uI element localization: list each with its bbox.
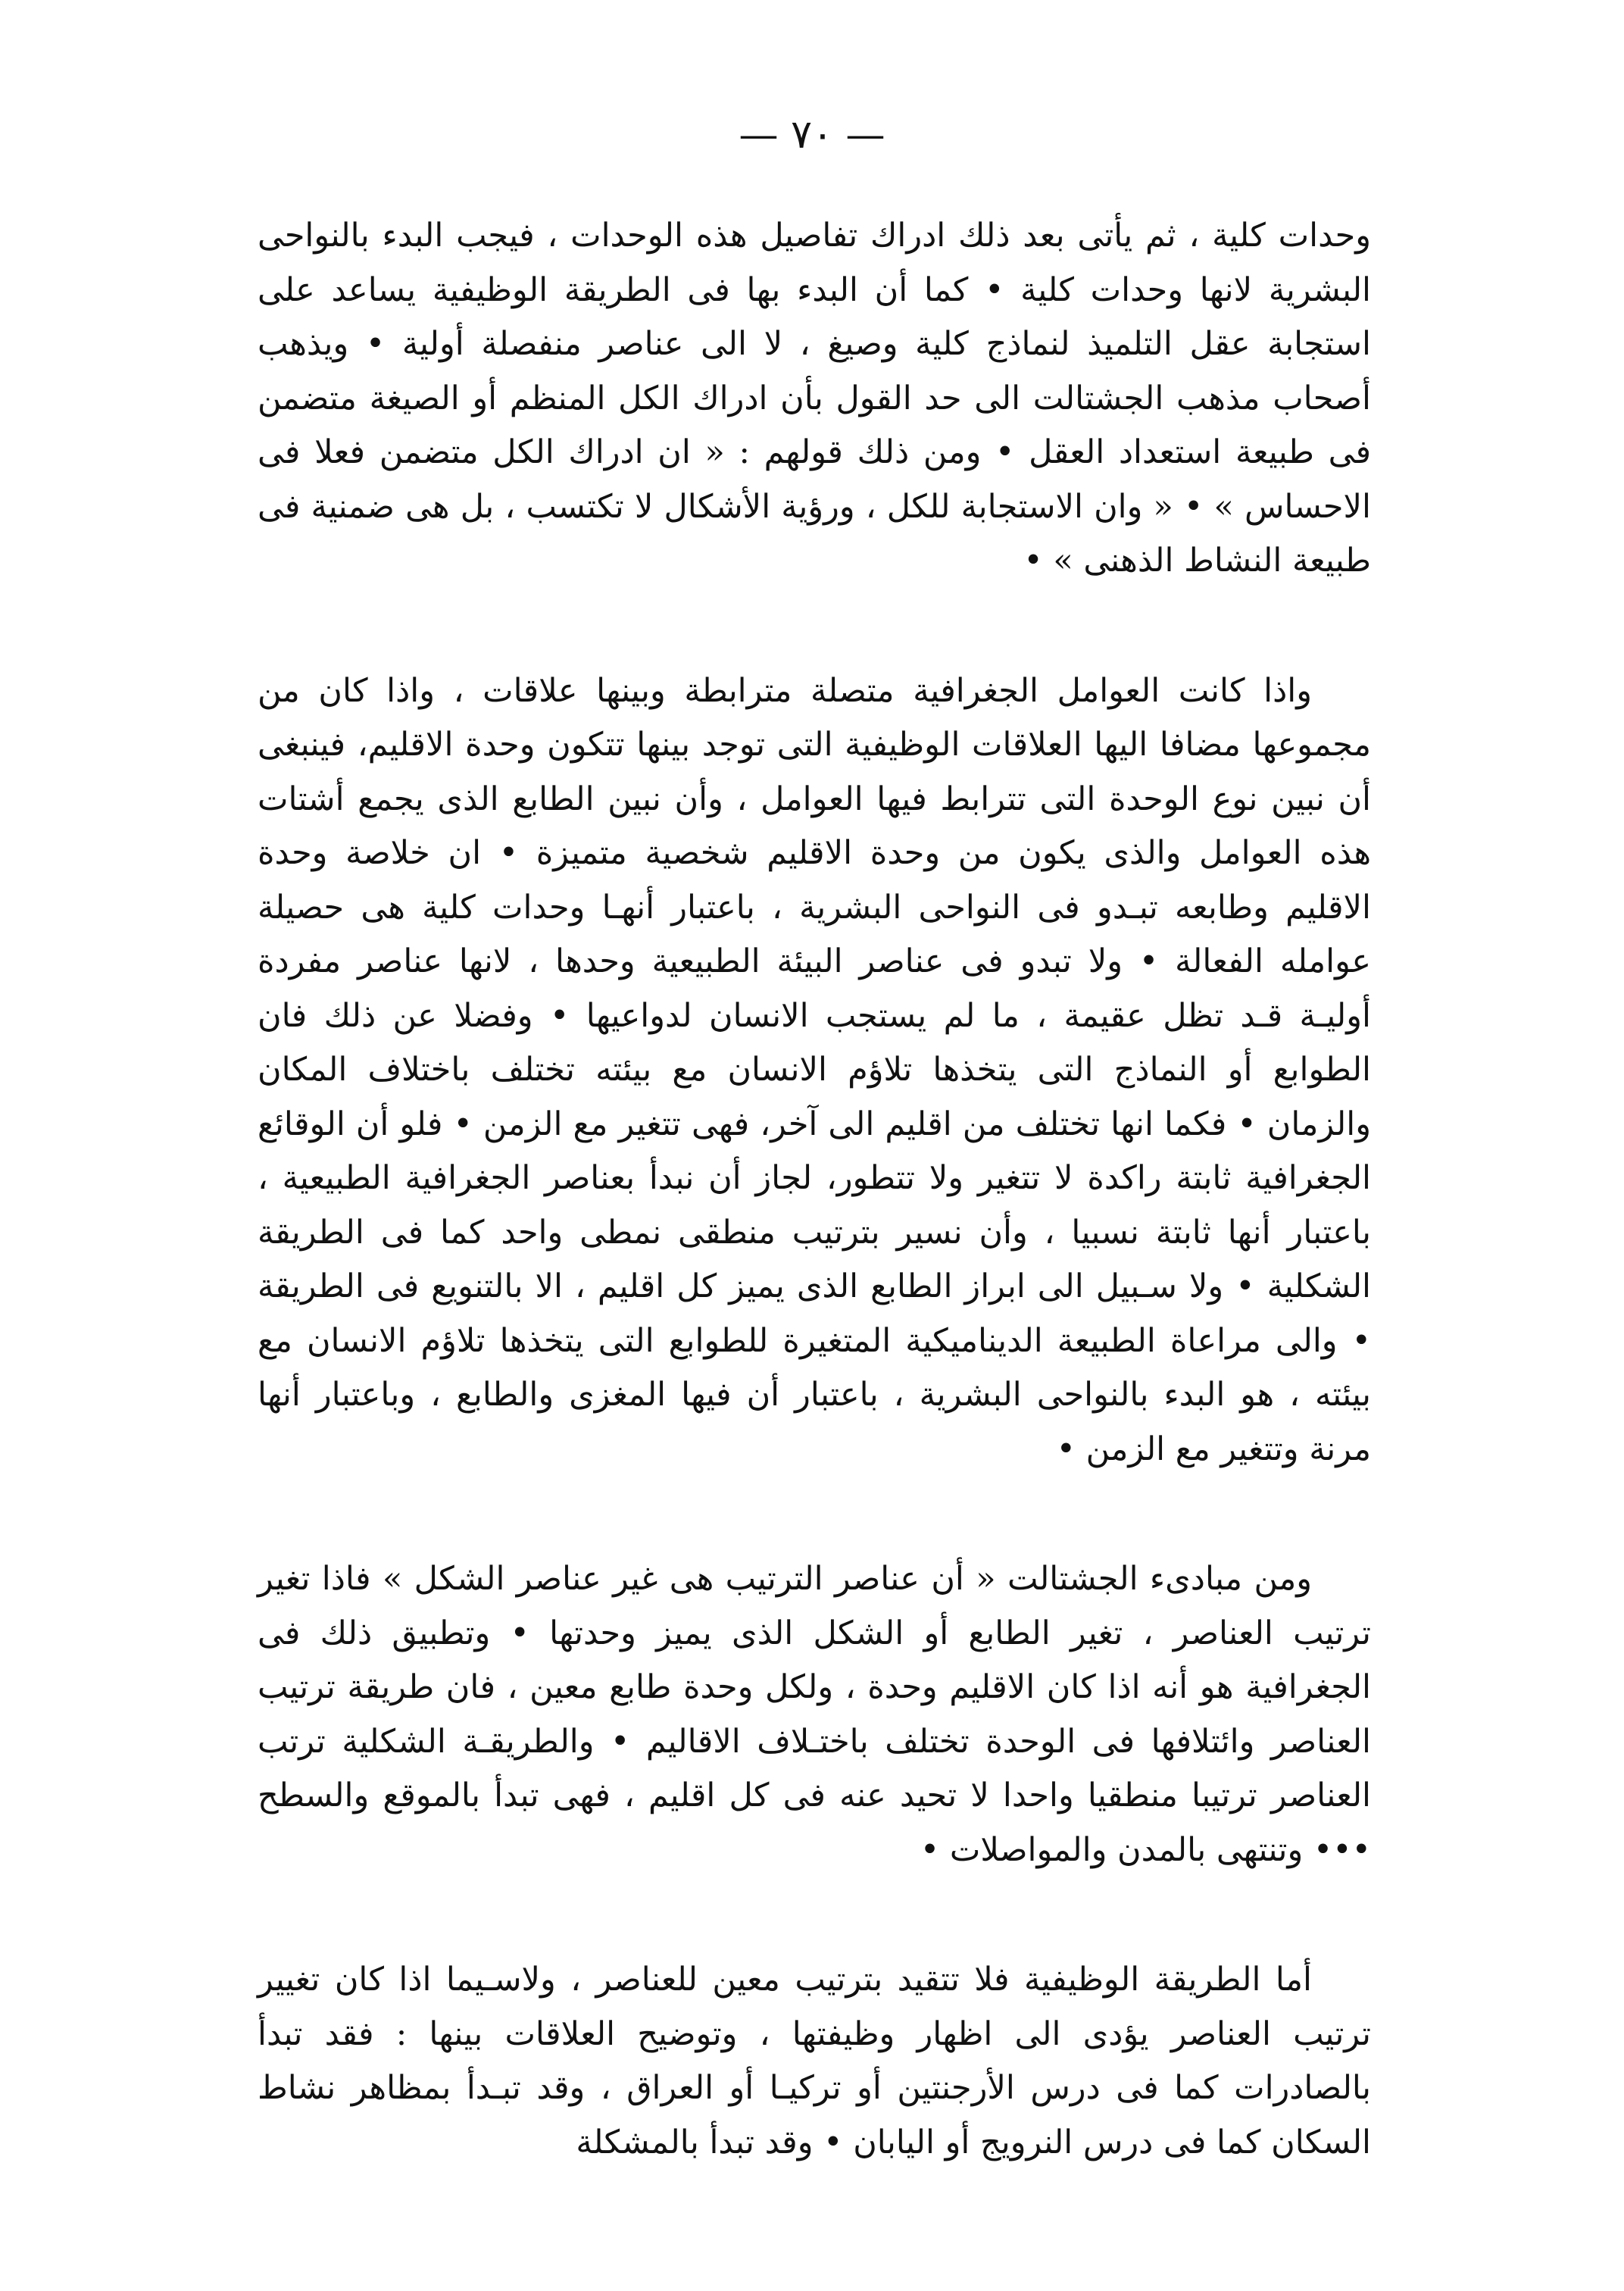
paragraph-3: ومن مبادىء الجشتالت « أن عناصر الترتيب هى غير عناصر الشكل » فاذا تغير ترتيب العناصر ، تغير الطابع أو الشكل الذى يميز وحدتها • وتطبيق ذلك فى الجغرافية هو أنه اذا كان الاقليم وحدة ، ولكل وحدة طابع معين ، فان طريقة ترتيب العناصر وائتلافها فى الوحدة تختلف باختـلاف الاقاليم • والطريقـة الشكلية ترتب العناصر ترتيبا منطقيا واحدا لا تحيد عنه فى كل اقليم ، فهى تبدأ بالموقع والسطح ••• وتنتهى بالمدن والمواصلات • bbox=[258, 1560, 1371, 1869]
paragraph-4: أما الطريقة الوظيفية فلا تتقيد بترتيب معين للعناصر ، ولاسـيما اذا كان تغيير ترتيب العناصر يؤدى الى اظهار وظيفتها ، وتوضيح العلاقات بينها : فقد تبدأ بالصادرات كما فى درس الأرجنتين أو تركيـا أو العراق ، وقد تبـدأ بمظاهر نشاط السكان كما فى درس النرويج أو اليابان • وقد تبدأ بالمشكلة bbox=[258, 1961, 1371, 2161]
page-number: — ٧٠ — bbox=[739, 112, 885, 158]
body-text bbox=[258, 209, 1371, 2170]
paragraph-1: وحدات كلية ، ثم يأتى بعد ذلك ادراك تفاصيل هذه الوحدات ، فيجب البدء بالنواحى البشرية لانها وحدات كلية • كما أن البدء بها فى الطريقة الوظيفية يساعد على استجابة عقل التلميذ لنماذج كلية وصيغ ، لا الى عناصر منفصلة أولية • ويذهب أصحاب مذهب الجشتالت الى حد القول بأن ادراك الكل المنظم أو الصيغة متضمن فى طبيعة استعداد العقل • ومن ذلك قولهم : « ان ادراك الكل متضمن فعلا فى الاحساس » • « وان الاستجابة للكل ، ورؤية الأشكال لا تكتسب ، بل هى ضمنية فى طبيعة النشاط الذهنى » • bbox=[258, 217, 1371, 580]
paragraph-2: واذا كانت العوامل الجغرافية متصلة مترابطة وبينها علاقات ، واذا كان من مجموعها مضافا اليها العلاقات الوظيفية التى توجد بينها تتكون وحدة الاقليم، فينبغى أن نبين نوع الوحدة التى تترابط فيها العوامل ، وأن نبين الطابع الذى يجمع أشتات هذه العوامل والذى يكون من وحدة الاقليم شخصية متميزة • ان خلاصة وحدة الاقليم وطابعه تبـدو فى النواحى البشرية ، باعتبار أنهـا وحدات كلية هى حصيلة عوامله الفعالة • ولا تبدو فى عناصر البيئة الطبيعية وحدها ، لانها عناصر مفردة أوليـة قـد تظل عقيمة ، ما لم يستجب الانسان لدواعيها • وفضلا عن ذلك فان الطوابع أو النماذج التى يتخذها تلاؤم الانسان مع بيئته تختلف باختلاف المكان والزمان • فكما انها تختلف من اقليم الى آخر، فهى تتغير مع الزمن • فلو أن الوقائع الجغرافية ثابتة راكدة لا تتغير ولا تتطور، لجاز أن نبدأ بعناصر الجغرافية الطبيعية ، باعتبار أنها ثابتة نسبيا ، وأن نسير بترتيب منطقى نمطى واحد كما فى الطريقة الشكلية • ولا سـبيل الى ابراز الطابع الذى يميز كل اقليم ، الا بالتنويع فى الطريقة • والى مراعاة الطبيعة الديناميكية المتغيرة للطوابع التى يتخذها تلاؤم الانسان مع بيئته ، هو البدء بالنواحى البشرية ، باعتبار أن فيها المغزى والطابع ، وباعتبار أنها مرنة وتتغير مع الزمن • bbox=[258, 671, 1371, 1468]
